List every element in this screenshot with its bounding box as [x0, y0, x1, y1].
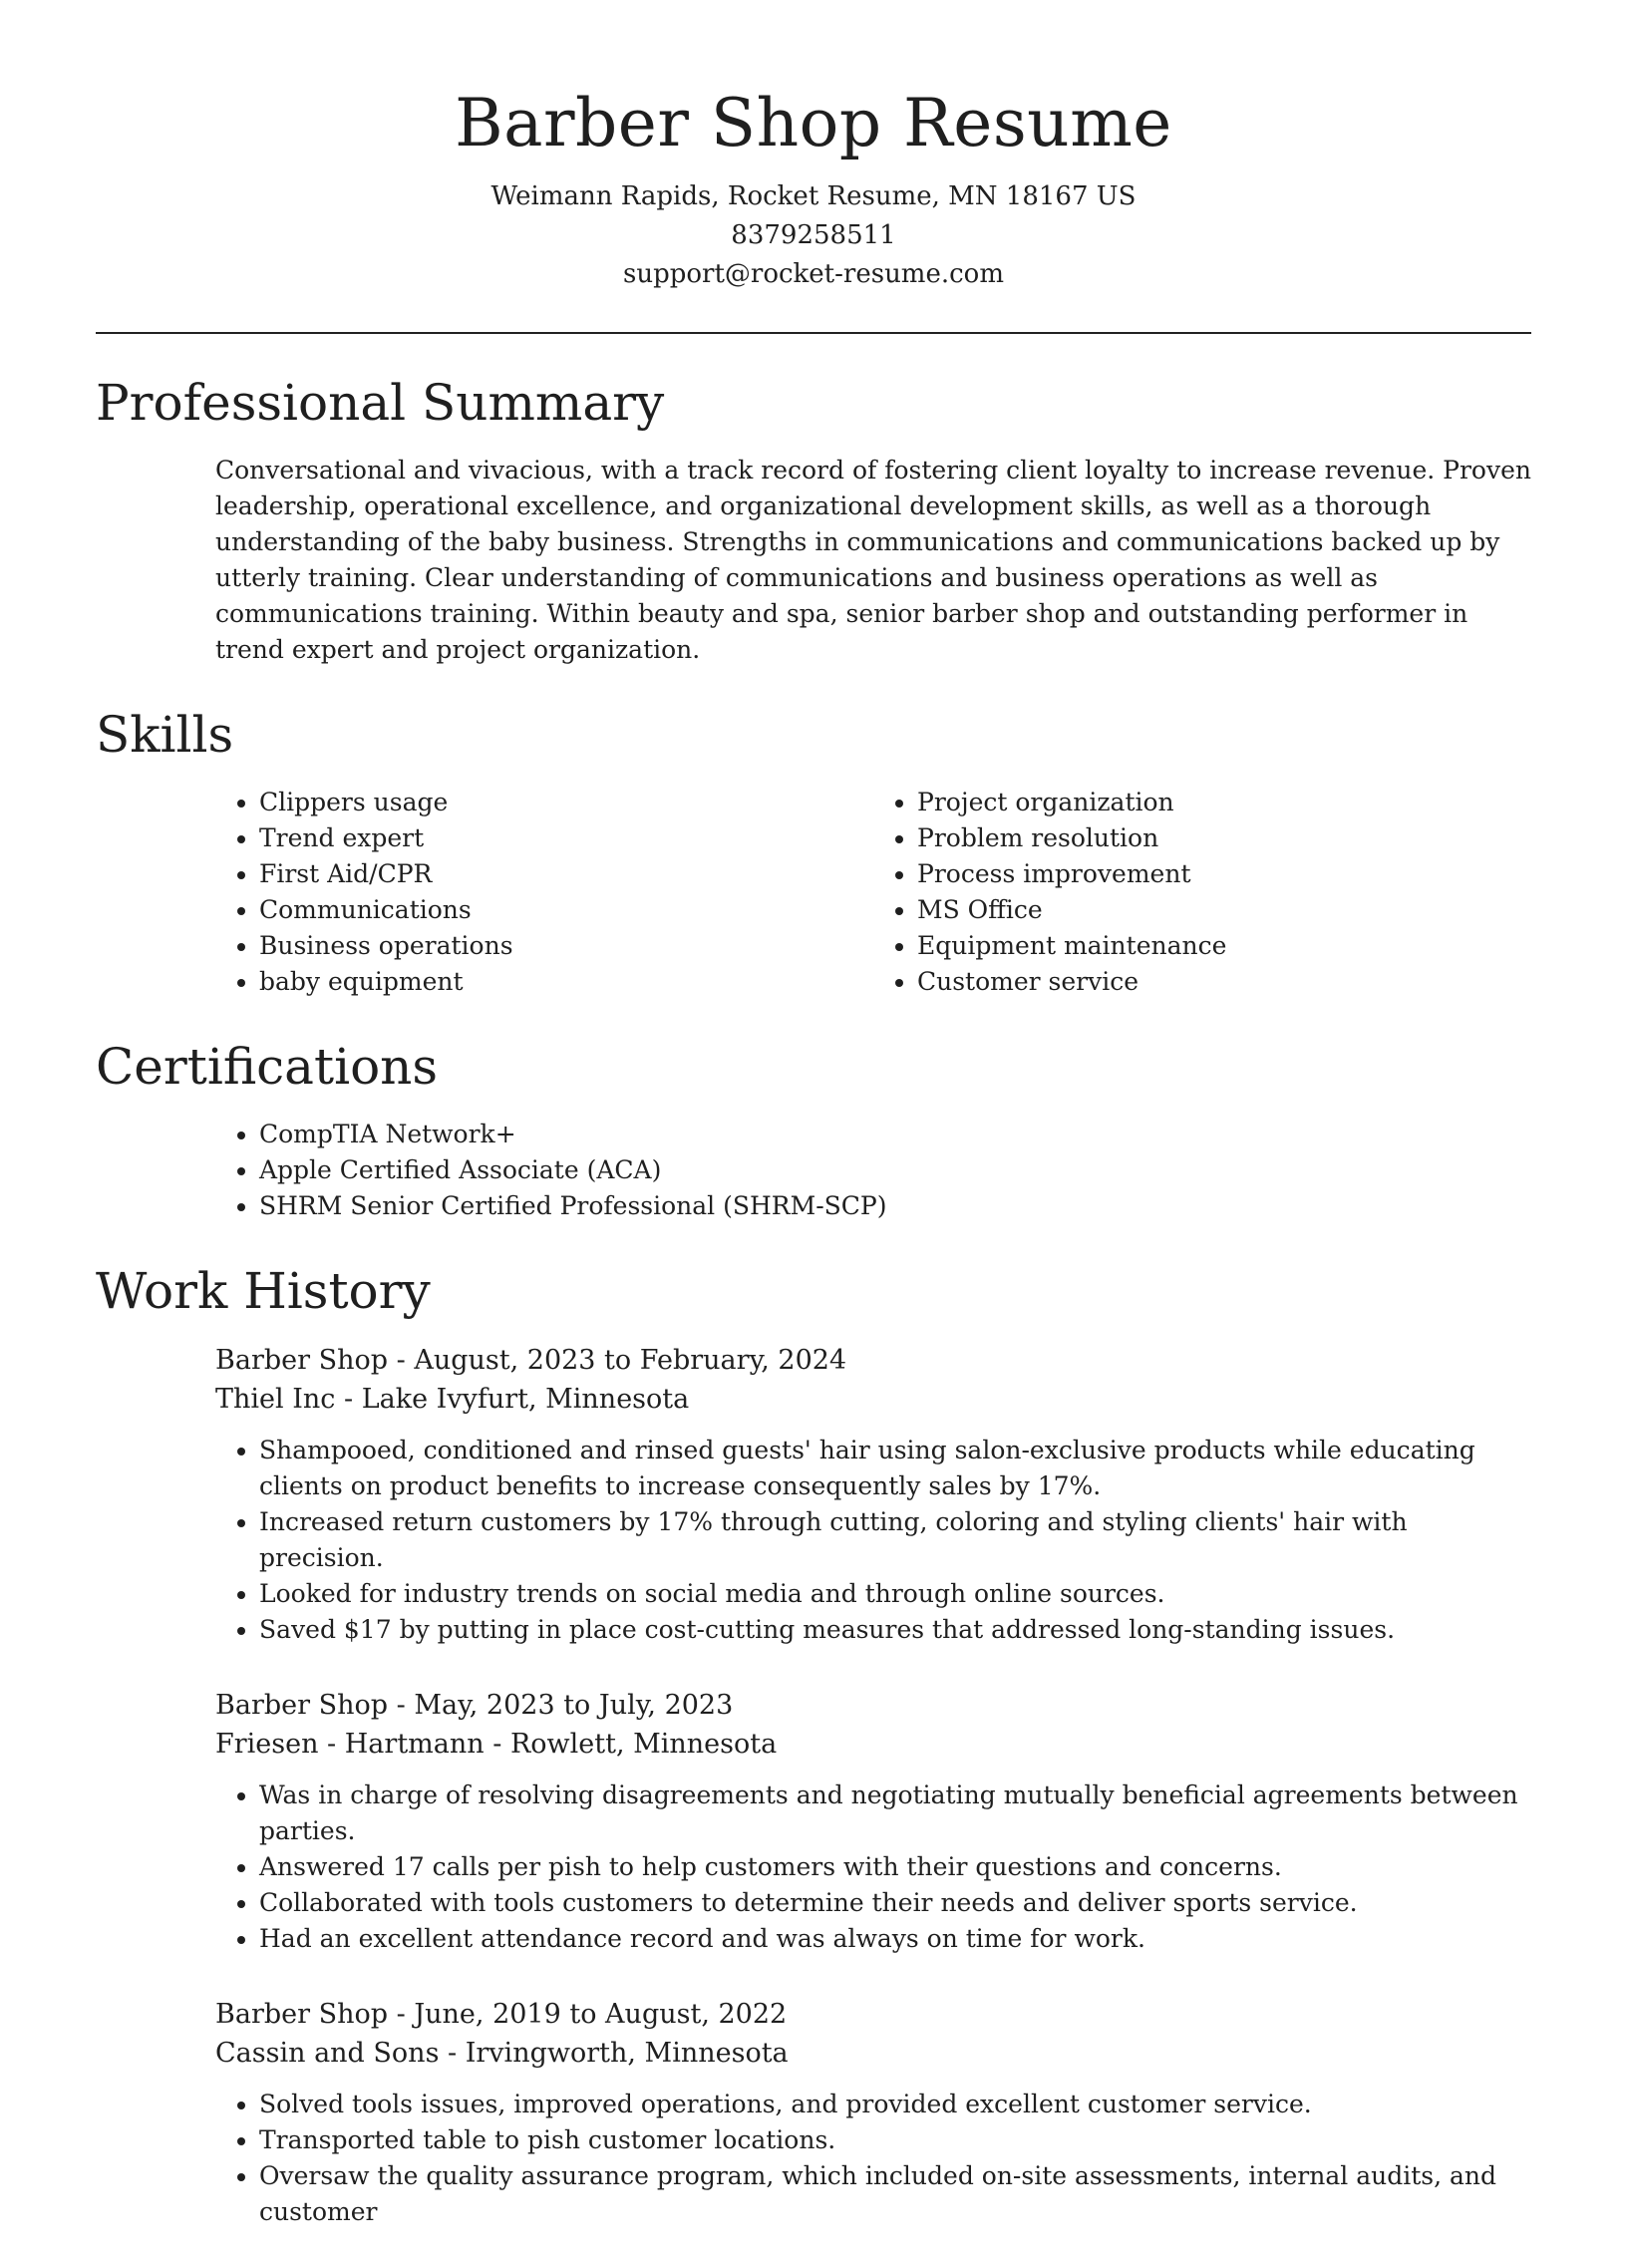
job-title-line: Barber Shop - May, 2023 to July, 2023 — [215, 1689, 734, 1721]
job-location: Rowlett, Minnesota — [509, 1728, 778, 1760]
job-company: Friesen - Hartmann — [215, 1728, 485, 1760]
job-bullets — [215, 1433, 1531, 1648]
job-dates: June, 2019 to August, 2022 — [414, 1998, 788, 2030]
certification-item: • CompTIA Network+ — [259, 1117, 1531, 1152]
job-title-line: Barber Shop - August, 2023 to February, 2024 — [215, 1344, 847, 1376]
skills-list-right — [873, 785, 1531, 1000]
skill-item: • First Aid/CPR — [259, 856, 873, 892]
job-company: Cassin and Sons — [215, 2037, 440, 2069]
job-title: Barber Shop — [215, 1344, 389, 1376]
contact-phone: 8379258511 — [731, 219, 896, 250]
job-title: Barber Shop — [215, 1689, 389, 1721]
certifications-section — [215, 1117, 1531, 1224]
job-entry — [215, 1341, 1531, 1648]
summary-heading: Professional Summary — [96, 373, 665, 432]
certifications-list — [215, 1117, 1531, 1224]
job-bullets — [215, 2087, 1531, 2230]
skills-list-left — [215, 785, 873, 1000]
job-bullet: • Saved $17 by putting in place cost-cutting measures that addressed long-standing issues. — [259, 1612, 1531, 1648]
job-company-line: Cassin and Sons - Irvingworth, Minnesota — [215, 2037, 789, 2069]
skills-heading: Skills — [96, 705, 234, 764]
job-company: Thiel Inc — [215, 1383, 336, 1415]
job-location: Lake Ivyfurt, Minnesota — [361, 1383, 690, 1415]
contact-email: support@rocket-resume.com — [622, 258, 1004, 289]
skill-item: • Equipment maintenance — [917, 928, 1531, 964]
summary-section — [215, 453, 1531, 668]
resume-page — [96, 0, 1531, 2268]
job-bullet: • Shampooed, conditioned and rinsed guests' hair using salon-exclusive products while educating clients on product benefits to increase consequently sales by 17%. — [259, 1433, 1531, 1504]
job-entry — [215, 1686, 1531, 1957]
certification-item: • Apple Certified Associate (ACA) — [259, 1152, 1531, 1188]
job-title-line: Barber Shop - June, 2019 to August, 2022 — [215, 1998, 788, 2030]
summary-text: Conversational and vivacious, with a track record of fostering client loyalty to increase revenue. Proven leadership, operational excellence, and organizational development skills, as well as a thorough understanding of the baby business. Strengths in communications and communications backed up by utterly training. Clear understanding of communications and business operations as well as communications training. Within beauty and spa, senior barber shop and outstanding performer in trend expert and project organization. — [215, 455, 1531, 664]
skill-item: • Business operations — [259, 928, 873, 964]
skills-section — [215, 785, 1531, 1000]
skill-item: • baby equipment — [259, 964, 873, 1000]
job-bullet: • Answered 17 calls per pish to help customers with their questions and concerns. — [259, 1849, 1531, 1885]
job-bullet: • Increased return customers by 17% through cutting, coloring and styling clients' hair with precision. — [259, 1504, 1531, 1576]
resume-title: Barber Shop Resume — [455, 85, 1172, 162]
skill-item: • Trend expert — [259, 820, 873, 856]
job-bullet: • Had an excellent attendance record and was always on time for work. — [259, 1921, 1531, 1957]
job-bullets — [215, 1778, 1531, 1957]
contact-block — [96, 177, 1531, 294]
job-bullet: • Looked for industry trends on social media and through online sources. — [259, 1576, 1531, 1612]
header-divider — [96, 332, 1531, 334]
skill-item: • Project organization — [917, 785, 1531, 820]
job-dates: August, 2023 to February, 2024 — [414, 1344, 847, 1376]
skill-item: • Communications — [259, 892, 873, 928]
job-company-line: Thiel Inc - Lake Ivyfurt, Minnesota — [215, 1383, 690, 1415]
job-bullet: • Collaborated with tools customers to determine their needs and deliver sports service. — [259, 1885, 1531, 1921]
job-bullet: • Solved tools issues, improved operations, and provided excellent customer service. — [259, 2087, 1531, 2122]
skill-item: • Problem resolution — [917, 820, 1531, 856]
certifications-heading: Certifications — [96, 1037, 439, 1096]
work-history-section — [215, 1341, 1531, 2230]
skill-item: • Customer service — [917, 964, 1531, 1000]
contact-address: Weimann Rapids, Rocket Resume, MN 18167 US — [490, 180, 1137, 211]
job-company-line: Friesen - Hartmann - Rowlett, Minnesota — [215, 1728, 778, 1760]
certification-item: • SHRM Senior Certified Professional (SHRM-SCP) — [259, 1188, 1531, 1224]
job-dates: May, 2023 to July, 2023 — [414, 1689, 734, 1721]
job-title: Barber Shop — [215, 1998, 389, 2030]
job-entry — [215, 1995, 1531, 2230]
skill-item: • Clippers usage — [259, 785, 873, 820]
job-bullet: • Was in charge of resolving disagreements and negotiating mutually beneficial agreements between parties. — [259, 1778, 1531, 1849]
skill-item: • Process improvement — [917, 856, 1531, 892]
work-history-heading: Work History — [96, 1261, 431, 1320]
resume-header — [96, 0, 1531, 294]
job-bullet: • Oversaw the quality assurance program, which included on-site assessments, internal audits, and customer — [259, 2158, 1531, 2230]
skill-item: • MS Office — [917, 892, 1531, 928]
job-location: Irvingworth, Minnesota — [465, 2037, 789, 2069]
job-bullet: • Transported table to pish customer locations. — [259, 2122, 1531, 2158]
